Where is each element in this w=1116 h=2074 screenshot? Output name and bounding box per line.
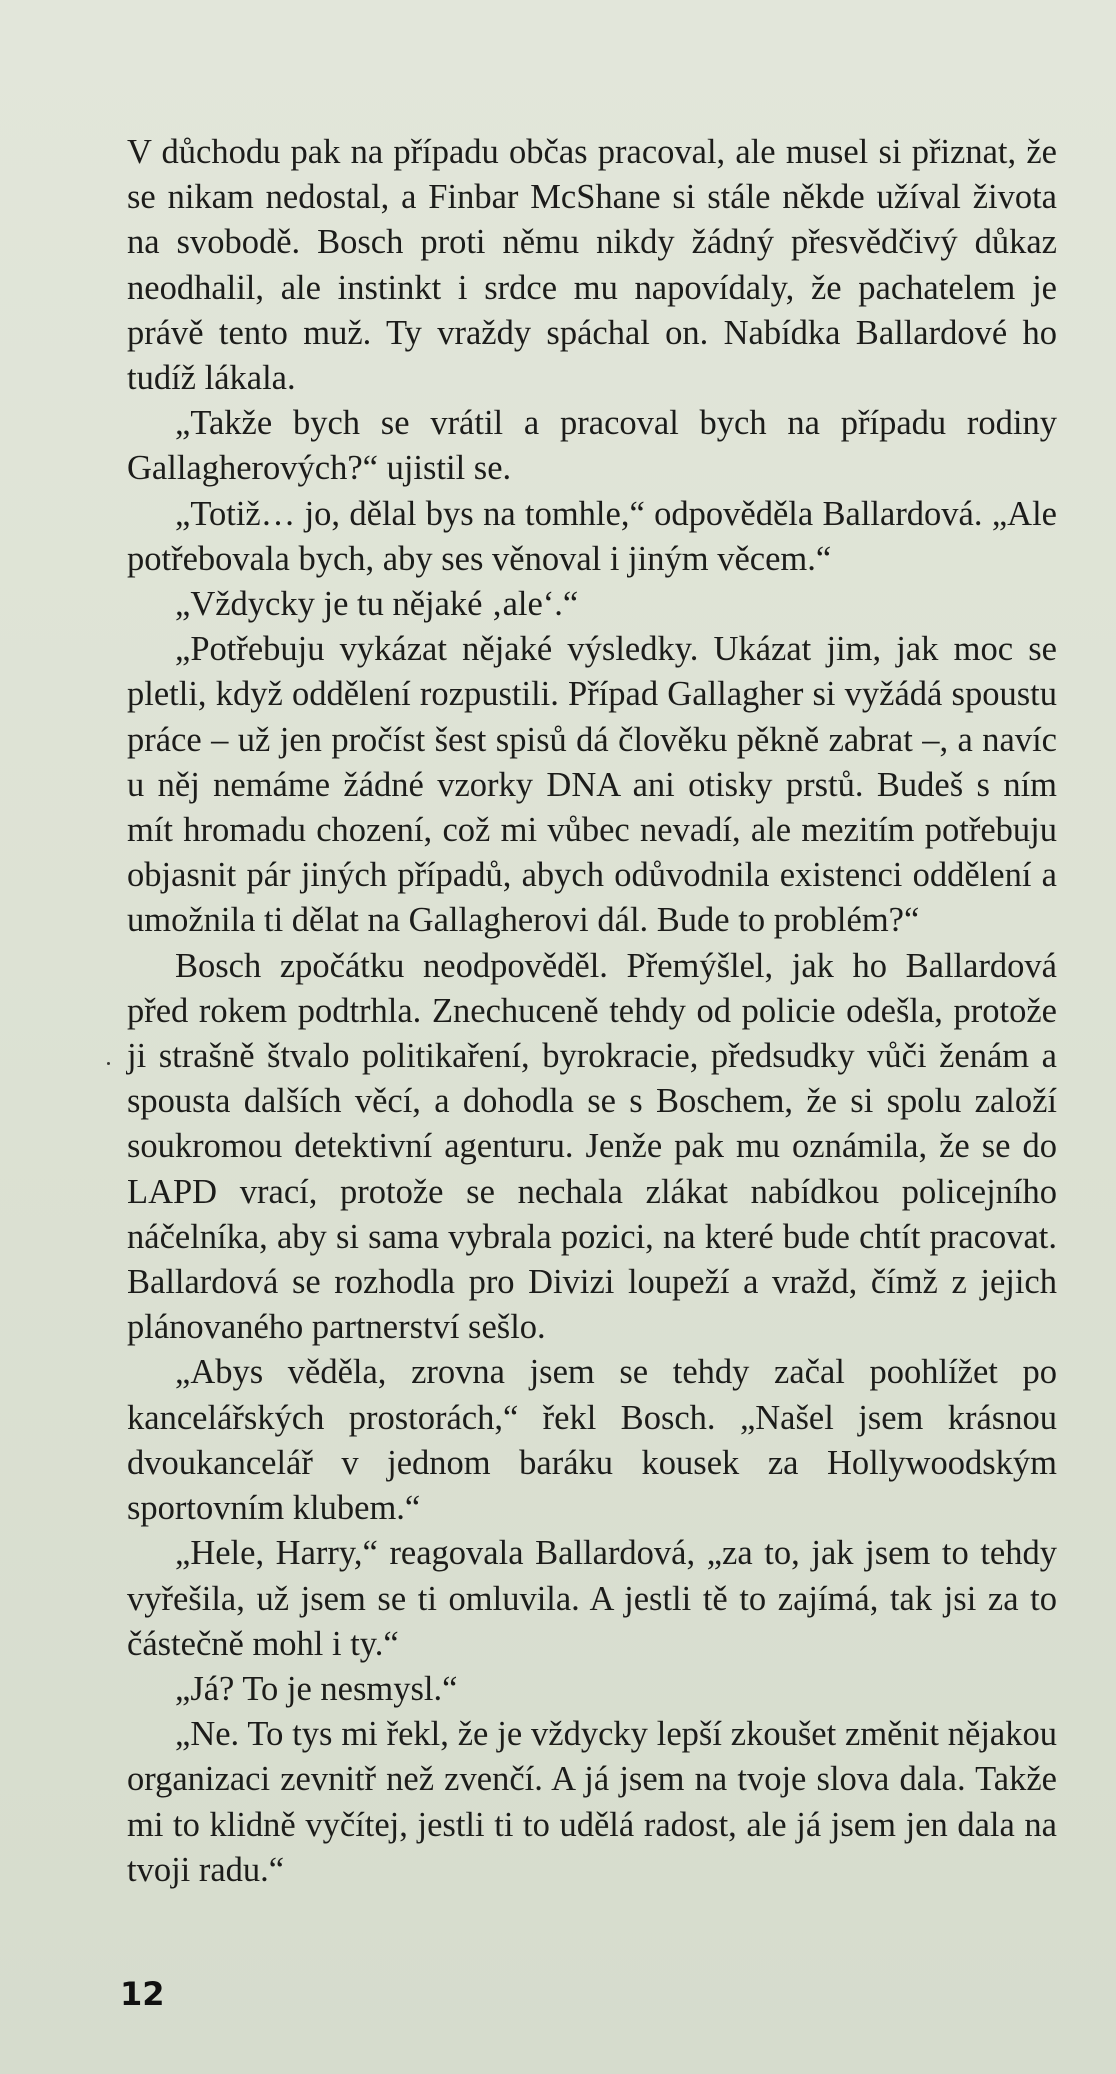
paragraph: „Vždycky je tu nějaké ‚ale‘.“ [175,585,579,624]
paragraph: V důchodu pak na případu občas pracoval, ale musel si přiznat, že se nikam nedostal, a Finbar McShane si stále někde užíval života na svobodě. Bosch proti němu nikdy žádný přesvědčivý důkaz neodhalil, ale instinkt i srdce mu napovídaly, že pachatelem je právě tento muž. Ty vraždy spáchal on. Nabídka Ballardové ho tudíž lákala. [127,133,1057,398]
page-number: 12 [120,1975,165,2013]
paragraph: „Takže bych se vrátil a pracoval bych na případu rodiny Gallagherových?“ ujistil se. [127,404,1057,488]
paragraph: „Ne. To tys mi řekl, že je vždycky lepší zkoušet změnit nějakou organizaci zevnitř než zvenčí. A já jsem na tvoje slova dala. Takže mi to klidně vyčítej, jestli ti to udělá radost, ale já jsem jen dala na tvoji radu.“ [127,1715,1057,1889]
margin-dot [107,1062,110,1065]
paragraph: „Hele, Harry,“ reagovala Ballardová, „za to, jak jsem to tehdy vyřešila, už jsem se ti omluvila. A jestli tě to zajímá, tak jsi za to částečně mohl i ty.“ [127,1534,1057,1663]
page-body-text [127,130,1057,1893]
paragraph: Bosch zpočátku neodpověděl. Přemýšlel, jak ho Ballardová před rokem podtrhla. Znechuceně tehdy od policie odešla, protože ji strašně štvalo politikaření, byrokracie, předsudky vůči ženám a spousta dalších věcí, a dohodla se s Boschem, že si spolu založí soukromou detektivní agenturu. Jenže pak mu oznámila, že se do LAPD vrací, protože se nechala zlákat nabídkou policejního náčelníka, aby si sama vybrala pozici, na které bude chtít pracovat. Ballardová se rozhodla pro Divizi loupeží a vražd, čímž z jejich plánovaného partnerství sešlo. [127,946,1057,1347]
paragraph: „Abys věděla, zrovna jsem se tehdy začal poohlížet po kancelářských prostorách,“ řekl Bosch. „Našel jsem krásnou dvoukancelář v jednom baráku kousek za Hollywoodským sportovním klubem.“ [127,1353,1057,1528]
paragraph: „Totiž… jo, dělal bys na tomhle,“ odpověděla Ballardová. „Ale potřebovala bych, aby ses věnoval i jiným věcem.“ [127,494,1057,578]
paragraph: „Potřebuju vykázat nějaké výsledky. Ukázat jim, jak moc se pletli, když oddělení rozpustili. Případ Gallagher si vyžádá spoustu práce – už jen pročíst šest spisů dá člověku pěkně zabrat –, a navíc u něj nemáme žádné vzorky DNA ani otisky prstů. Budeš s ním mít hromadu chození, což mi vůbec nevadí, ale mezitím potřebuju objasnit pár jiných případů, abych odůvodnila existenci oddělení a umožnila ti dělat na Gallagherovi dál. Bude to problém?“ [127,630,1057,940]
paragraph: „Já? To je nesmysl.“ [175,1669,458,1708]
